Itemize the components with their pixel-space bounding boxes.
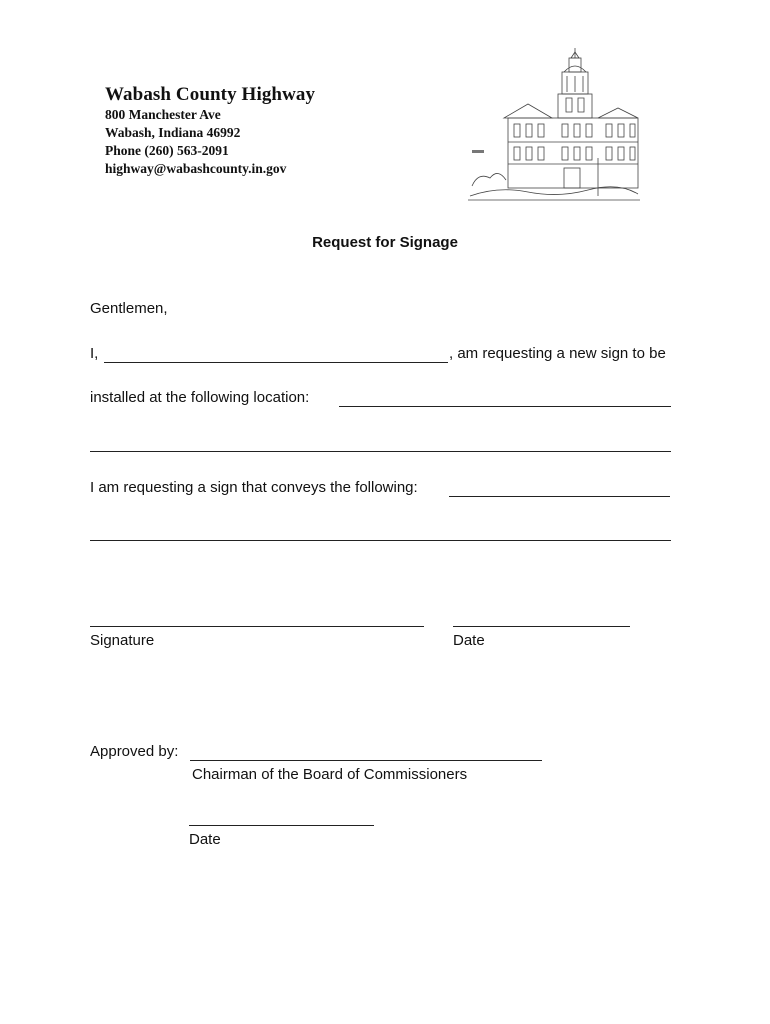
address-line-1: 800 Manchester Ave	[105, 107, 221, 122]
org-name: Wabash County Highway	[105, 84, 316, 105]
line4-prefix: I am requesting a sign that conveys the following:	[90, 479, 418, 496]
line2-prefix: installed at the following location:	[90, 389, 310, 406]
approver-signature-field[interactable]	[190, 760, 542, 761]
chairman-label: Chairman of the Board of Commissioners	[192, 766, 468, 783]
date-field[interactable]	[453, 626, 630, 627]
signature-field[interactable]	[90, 626, 424, 627]
sign-message-field[interactable]	[449, 496, 670, 497]
signature-label: Signature	[90, 632, 155, 649]
line1-suffix: , am requesting a new sign to be	[449, 345, 666, 362]
email-line: highway@wabashcounty.in.gov	[105, 161, 287, 176]
salutation: Gentlemen,	[90, 300, 168, 317]
date-label: Date	[453, 632, 485, 649]
approved-by-label: Approved by:	[90, 743, 179, 760]
line1-prefix: I,	[90, 345, 99, 362]
location-field[interactable]	[339, 406, 671, 407]
sign-message-field-continued[interactable]	[90, 540, 671, 541]
approval-date-label: Date	[189, 831, 221, 848]
requester-name-field[interactable]	[104, 362, 448, 363]
approval-date-field[interactable]	[189, 825, 374, 826]
form-title: Request for Signage	[312, 234, 458, 251]
phone-line: Phone (260) 563-2091	[105, 143, 229, 158]
location-field-continued[interactable]	[90, 451, 671, 452]
address-line-2: Wabash, Indiana 46992	[105, 125, 241, 140]
courthouse-illustration-icon	[468, 46, 640, 202]
